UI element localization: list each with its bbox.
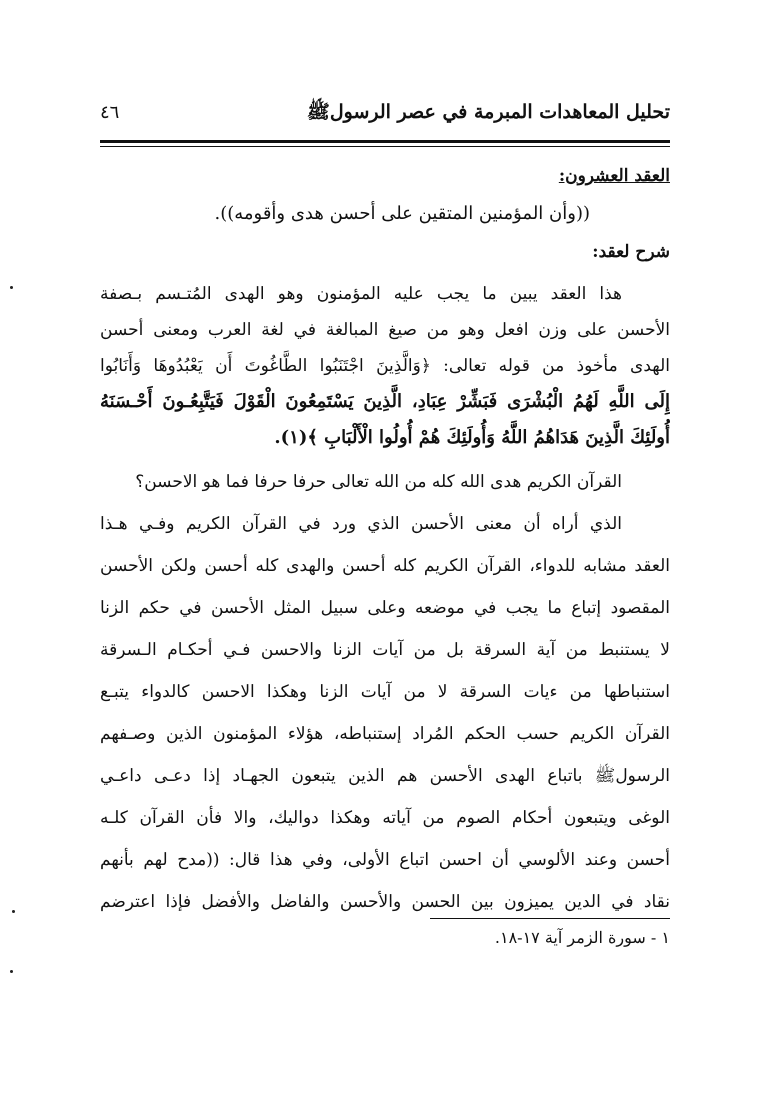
paragraph-line: الرسولﷺ باتباع الهدى الأحسن هم الذين يتبعون الجهـاد إذا دعـى داعـي	[100, 766, 670, 786]
header-rule-thick	[100, 140, 670, 143]
paragraph-line: الذي أراه أن معنى الأحسن الذي ورد في القرآن الكريم وفـي هـذا	[100, 514, 622, 534]
scan-speck	[10, 286, 13, 289]
paragraph-line: الوغى ويتبعون أحكام الصوم من آياته وهكذا دواليك، والا فأن القرآن كلـه	[100, 808, 670, 828]
paragraph-line: القرآن الكريم هدى الله كله من الله تعالى حرفا حرفا فما هو الاحسن؟	[135, 472, 622, 492]
footnote: ١ - سورة الزمر آية ١٧-١٨.	[494, 928, 670, 947]
page-number: ٤٦	[100, 102, 120, 123]
quran-verse-line: أُولَئِكَ الَّذِينَ هَدَاهُمُ اللَّهُ وَأُولَئِكَ هُمْ أُولُوا الْأَلْبَابِ ﴾(١).	[274, 427, 670, 448]
paragraph-line: نقاد في الدين يميزون بين الحسن والأحسن والفاضل والأفضل فإذا اعترضم	[100, 892, 670, 912]
paragraph-line: العقد مشابه للدواء، القرآن الكريم كله أحسن والهدى كله أحسن ولكن الأحسن	[100, 556, 670, 576]
contract-heading: العقد العشرون:	[558, 166, 670, 186]
page-header	[100, 100, 670, 130]
paragraph-line: الأحسن على وزن افعل وهو من صيغ المبالغة في لغة العرب ومعنى أحسن	[100, 320, 670, 340]
paragraph-line: استنباطها من ءيات السرقة لا من آيات الزنا وهكذا الاحسن كالدواء يتبـع	[100, 682, 670, 702]
explanation-heading: شرح لعقد:	[592, 242, 670, 262]
footnote-separator	[430, 918, 670, 919]
quran-verse-line: إِلَى اللَّهِ لَهُمُ الْبُشْرَى فَبَشِّرْ عِبَادِ، الَّذِينَ يَسْتَمِعُونَ الْقَوْلَ فَيَتَّبِعُـونَ أَحْـسَنَهُ	[100, 391, 670, 412]
paragraph-line: هذا العقد يبين ما يجب عليه المؤمنون وهو الهدى المُتـسم بـصفة	[100, 284, 622, 304]
paragraph-line: الهدى مأخوذ من قوله تعالى: ﴿وَالَّذِينَ اجْتَنَبُوا الطَّاغُوتَ أَن يَعْبُدُوهَا وَأَنَابُوا	[100, 356, 670, 376]
header-rule-thin	[100, 146, 670, 147]
scan-speck	[10, 970, 13, 973]
paragraph-line: المقصود إتباع ما يجب في موضعه وعلى سبيل المثل الأحسن في حكم الزنا	[100, 598, 670, 618]
paragraph-line: لا يستنبط من آية السرقة بل من آيات الزنا والاحسن فـي أحكـام الـسرقة	[100, 640, 670, 660]
paragraph-line: القرآن الكريم حسب الحكم المُراد إستنباطه، هؤلاء المؤمنون الذين وصـفهم	[100, 724, 670, 744]
contract-quote: ((وأن المؤمنين المتقين على أحسن هدى وأقومه)).	[214, 203, 590, 224]
running-title: تحليل المعاهدات المبرمة في عصر الرسولﷺ	[306, 101, 670, 123]
scan-speck	[12, 910, 15, 913]
paragraph-line: أحسن وعند الألوسي أن احسن اتباع الأولى، وفي هذا قال: ((مدح لهم بأنهم	[100, 850, 670, 870]
